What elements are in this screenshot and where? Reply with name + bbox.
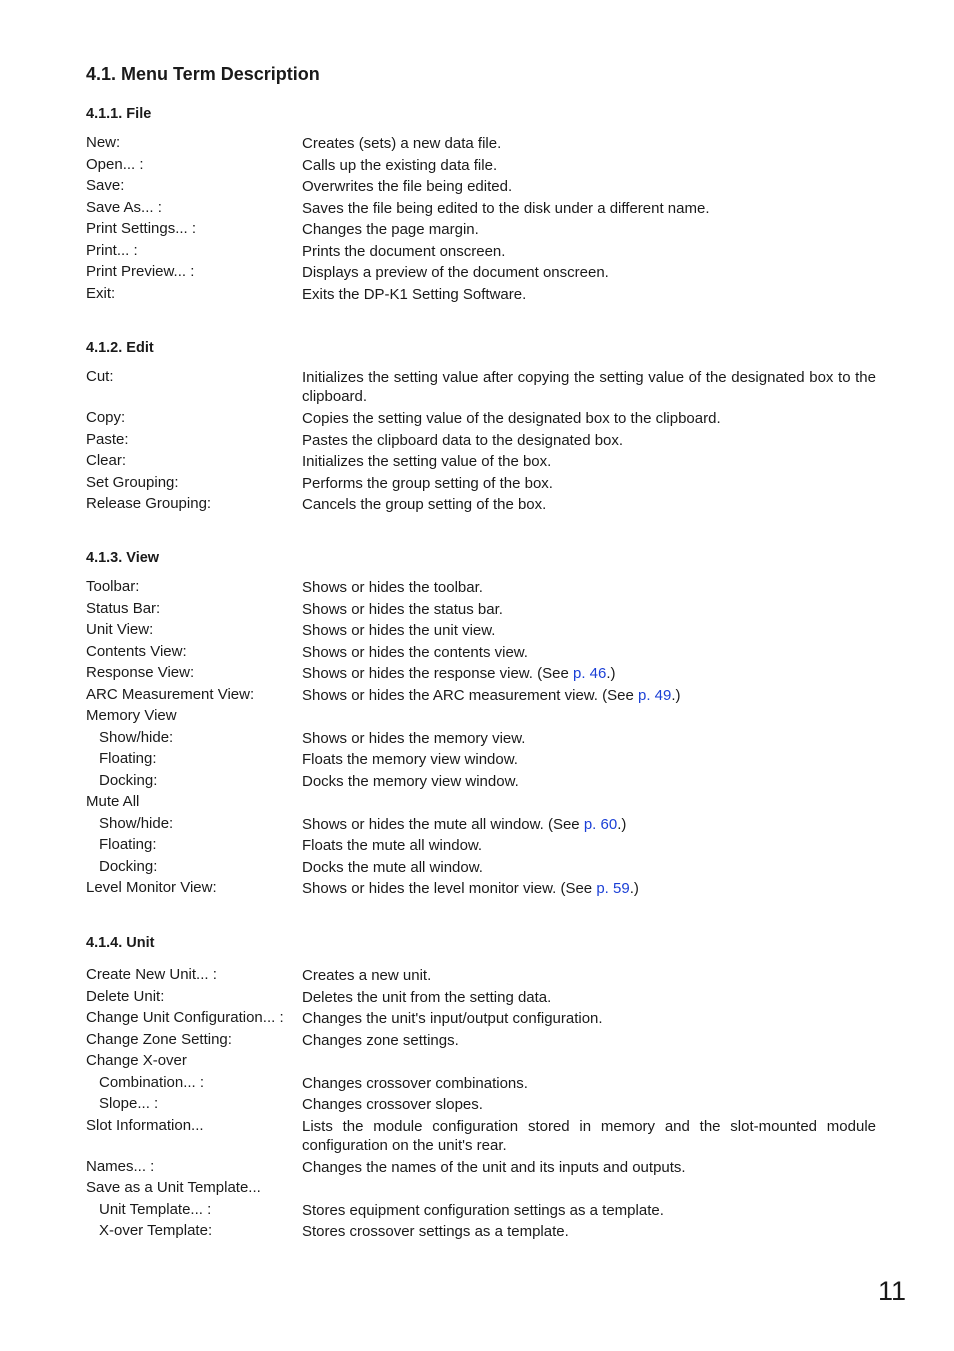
term-description [302, 664, 876, 686]
page-reference-link[interactable]: p. 49 [638, 686, 672, 704]
term-label: Status Bar: [86, 599, 161, 617]
term-row [86, 858, 876, 880]
term-description: Changes the page margin. [302, 221, 479, 238]
term-description: Performs the group setting of the box. [302, 474, 553, 492]
term-description: Exits the DP-K1 Setting Software. [302, 285, 527, 303]
term-row [86, 409, 876, 431]
term-label: Save: [86, 177, 125, 194]
term-row [86, 1222, 876, 1244]
term-list [86, 966, 876, 1244]
term-row [86, 368, 876, 409]
section-title: 4.1.2. Edit [86, 340, 154, 356]
term-label: Change Unit Configuration... : [86, 1009, 284, 1026]
term-label: Set Grouping: [86, 473, 179, 491]
term-label: Toolbar: [86, 578, 140, 595]
term-row [86, 966, 876, 988]
term-label: X-over Template: [99, 1222, 213, 1239]
term-label: Print... : [86, 241, 138, 259]
term-row [86, 793, 876, 815]
term-label: Response View: [86, 664, 195, 681]
term-row [86, 474, 876, 496]
page-reference-link[interactable]: p. 60 [583, 815, 618, 833]
term-label: Change Zone Setting: [86, 1030, 232, 1048]
term-row [86, 815, 876, 837]
term-description [302, 1052, 876, 1074]
term-label: Docking: [99, 857, 158, 875]
term-description: Floats the mute all window. [302, 837, 483, 854]
term-label: Open... : [86, 155, 144, 173]
term-label: Docking: [99, 771, 158, 789]
term-description [302, 879, 876, 901]
term-label: Level Monitor View: [86, 879, 217, 896]
term-row [86, 686, 876, 708]
term-description: Pastes the clipboard data to the designated box. [302, 431, 624, 449]
section-title: 4.1.1. File [86, 106, 152, 122]
term-description [302, 686, 876, 708]
term-description: Docks the mute all window. [302, 858, 483, 876]
term-row [86, 452, 876, 474]
term-label: Combination... : [99, 1073, 205, 1091]
term-label: Save as a Unit Template... [86, 1179, 261, 1196]
term-label: Delete Unit: [86, 987, 165, 1005]
term-description: Creates (sets) a new data file. [302, 135, 502, 152]
term-row [86, 1009, 876, 1031]
description-text: Shows or hides the level monitor view. (See [302, 880, 597, 897]
term-label: Memory View [86, 707, 177, 724]
page-reference-link[interactable]: p. 59 [596, 880, 630, 897]
term-label: Floating: [99, 750, 157, 767]
term-description: Calls up the existing data file. [302, 156, 498, 174]
term-description [302, 707, 876, 729]
term-row [86, 879, 876, 901]
term-row [86, 1117, 876, 1158]
term-label: Copy: [86, 409, 126, 426]
term-row [86, 431, 876, 453]
term-label: Print Settings... : [86, 220, 197, 237]
term-row [86, 263, 876, 285]
term-label: Show/hide: [99, 814, 174, 832]
term-description [302, 815, 876, 837]
term-row [86, 199, 876, 221]
term-description: Changes the names of the unit and its inputs and outputs. [302, 1158, 686, 1176]
description-suffix: .) [606, 665, 616, 682]
term-row [86, 664, 876, 686]
section-file [86, 104, 876, 306]
term-description: Changes zone settings. [302, 1031, 459, 1049]
page-number: 11 [878, 1276, 907, 1306]
term-label: Paste: [86, 430, 129, 448]
term-label: Unit Template... : [99, 1200, 212, 1218]
term-description: Changes crossover combinations. [302, 1074, 528, 1092]
term-row [86, 621, 876, 643]
section-unit [86, 933, 876, 1244]
term-description [302, 1179, 876, 1201]
term-description: Deletes the unit from the setting data. [302, 988, 552, 1006]
term-description: Displays a preview of the document onscreen. [302, 264, 609, 281]
term-description: Shows or hides the unit view. [302, 622, 496, 639]
term-label: Names... : [86, 1157, 155, 1175]
term-label: Print Preview... : [86, 263, 195, 280]
term-label: Floating: [99, 836, 157, 853]
term-row [86, 707, 876, 729]
term-description: Lists the module configuration stored in memory and the slot-mounted module configuration on the unit's rear. [302, 1117, 876, 1154]
term-row [86, 988, 876, 1010]
term-row [86, 1095, 876, 1117]
term-description: Initializes the setting value of the box. [302, 453, 552, 470]
section-title: 4.1.3. View [86, 550, 160, 566]
term-row [86, 1031, 876, 1053]
term-label: New: [86, 134, 121, 151]
term-list [86, 368, 876, 517]
term-description: Cancels the group setting of the box. [302, 496, 547, 513]
term-label: Change X-over [86, 1052, 187, 1069]
term-row [86, 1074, 876, 1096]
term-description: Shows or hides the contents view. [302, 643, 528, 661]
term-row [86, 1201, 876, 1223]
term-label: Release Grouping: [86, 495, 212, 512]
term-row [86, 750, 876, 772]
term-label: Save As... : [86, 198, 162, 216]
term-description: Floats the memory view window. [302, 751, 518, 768]
term-row [86, 1158, 876, 1180]
term-row [86, 578, 876, 600]
term-row [86, 600, 876, 622]
description-suffix: .) [617, 815, 627, 833]
term-row [86, 772, 876, 794]
term-description: Saves the file being edited to the disk under a different name. [302, 199, 710, 217]
term-label: Mute All [86, 793, 140, 810]
term-description: Prints the document onscreen. [302, 242, 506, 260]
term-description: Changes the unit's input/output configuration. [302, 1010, 603, 1027]
term-label: Contents View: [86, 642, 187, 660]
term-description: Stores crossover settings as a template. [302, 1223, 569, 1240]
description-suffix: .) [629, 880, 639, 897]
term-description: Overwrites the file being edited. [302, 178, 513, 195]
term-description: Creates a new unit. [302, 967, 432, 984]
term-list [86, 134, 876, 306]
term-row [86, 242, 876, 264]
description-text: Shows or hides the ARC measurement view. (See [302, 686, 638, 704]
term-label: Show/hide: [99, 728, 174, 746]
term-description: Shows or hides the status bar. [302, 600, 503, 618]
term-row [86, 177, 876, 199]
term-row [86, 156, 876, 178]
term-description: Stores equipment configuration settings as a template. [302, 1201, 664, 1219]
term-label: Create New Unit... : [86, 966, 217, 983]
page-heading: 4.1. Menu Term Description [86, 64, 320, 84]
description-suffix: .) [671, 686, 681, 704]
term-row [86, 1179, 876, 1201]
term-description: Shows or hides the toolbar. [302, 579, 483, 596]
section-edit [86, 338, 876, 517]
section-title: 4.1.4. Unit [86, 935, 155, 951]
term-description: Copies the setting value of the designated box to the clipboard. [302, 410, 721, 427]
term-description: Shows or hides the memory view. [302, 729, 526, 747]
description-text: Shows or hides the mute all window. (See [302, 815, 584, 833]
term-list [86, 578, 876, 901]
term-description [302, 793, 876, 815]
term-label: Slope... : [99, 1095, 159, 1112]
term-row [86, 495, 876, 517]
term-label: Cut: [86, 368, 114, 385]
section-view [86, 548, 876, 901]
term-row [86, 729, 876, 751]
term-description: Initializes the setting value after copying the setting value of the designated box to the clipboard. [302, 369, 876, 405]
term-row [86, 134, 876, 156]
page-reference-link[interactable]: p. 46 [572, 665, 607, 682]
term-row [86, 285, 876, 307]
term-description: Changes crossover slopes. [302, 1096, 483, 1113]
term-label: Slot Information... [86, 1116, 204, 1134]
term-row [86, 836, 876, 858]
description-text: Shows or hides the response view. (See [302, 665, 573, 682]
term-label: Exit: [86, 284, 116, 302]
term-label: ARC Measurement View: [86, 685, 255, 703]
term-row [86, 220, 876, 242]
term-label: Clear: [86, 452, 127, 469]
term-row [86, 1052, 876, 1074]
term-description: Docks the memory view window. [302, 772, 519, 790]
term-row [86, 643, 876, 665]
term-label: Unit View: [86, 621, 154, 638]
